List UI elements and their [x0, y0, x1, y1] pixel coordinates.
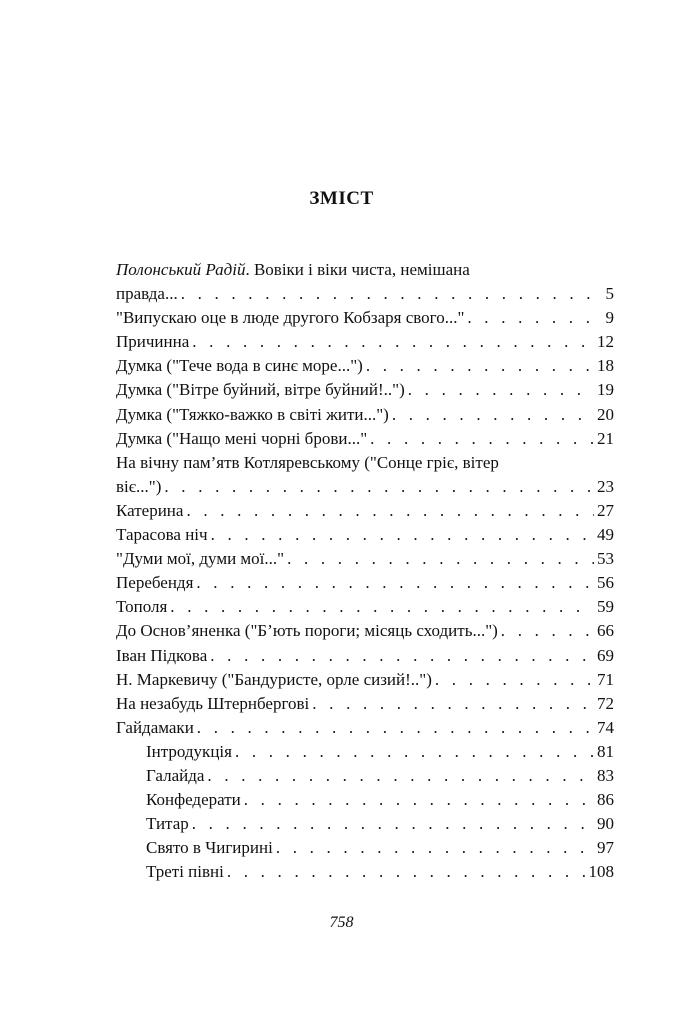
toc-row	[116, 475, 614, 499]
toc-page-number: 12	[597, 332, 614, 352]
toc-entry-title: Іван Підкова	[116, 645, 208, 665]
toc-entry-title: Думка ("Нащо мені чорні брови..."	[116, 428, 368, 448]
toc-entry	[116, 451, 614, 499]
toc-entry-title: До Основ’яненка ("Б’ють пороги; місяць сходить...")	[116, 621, 498, 641]
toc-page-number: 74	[597, 717, 614, 737]
toc-entry	[116, 668, 614, 692]
toc-page-number: 19	[597, 380, 614, 400]
dot-leader	[170, 595, 594, 619]
toc-page-number: 20	[597, 404, 614, 424]
toc-entry-title: Катерина	[116, 500, 184, 520]
toc-entry-title: "Думи мої, думи мої..."	[116, 549, 285, 569]
toc-entry	[116, 692, 614, 716]
toc-page-number: 66	[597, 621, 614, 641]
toc-entry	[116, 595, 614, 619]
toc-row	[116, 523, 614, 547]
toc-page-number: 59	[597, 597, 614, 617]
toc-row	[116, 354, 614, 378]
toc-row	[116, 547, 614, 571]
dot-leader	[197, 716, 594, 740]
dot-leader	[207, 764, 594, 788]
toc-page-number: 9	[605, 308, 614, 328]
dot-leader	[244, 788, 594, 812]
toc-page-number: 21	[597, 428, 614, 448]
toc-row	[116, 571, 614, 595]
toc-row	[116, 692, 614, 716]
dot-leader	[370, 427, 594, 451]
toc-entry	[116, 258, 614, 306]
toc-entry	[116, 860, 614, 884]
toc-row	[116, 306, 614, 330]
toc-entry-title: Думка ("Тече вода в синє море...")	[116, 356, 363, 376]
dot-leader	[276, 836, 594, 860]
toc-entry	[116, 403, 614, 427]
toc-entry-title: Гайдамаки	[116, 717, 194, 737]
toc-page-number: 18	[597, 356, 614, 376]
toc-row	[116, 595, 614, 619]
table-of-contents	[116, 258, 614, 884]
toc-entry-title: Н. Маркевичу ("Бандуристе, орле сизий!..")	[116, 669, 432, 689]
dot-leader	[366, 354, 594, 378]
dot-leader	[211, 523, 594, 547]
toc-page-number: 71	[597, 669, 614, 689]
toc-page-number: 86	[597, 790, 614, 810]
dot-leader	[192, 812, 594, 836]
toc-page-number: 90	[597, 814, 614, 834]
toc-entry	[116, 571, 614, 595]
toc-entry-title: Треті півні	[146, 862, 224, 882]
toc-entry	[116, 306, 614, 330]
page-title: ЗМІСТ	[309, 188, 374, 209]
toc-row	[116, 812, 614, 836]
page-number: 758	[329, 914, 354, 931]
toc-row	[116, 330, 614, 354]
dot-leader	[186, 499, 594, 523]
dot-leader	[210, 644, 594, 668]
toc-page-number: 49	[597, 525, 614, 545]
toc-entry	[116, 764, 614, 788]
toc-entry-title-line	[116, 451, 614, 475]
toc-page-number: 108	[588, 862, 614, 882]
toc-row	[116, 764, 614, 788]
toc-page-number: 23	[597, 476, 614, 496]
toc-entry	[116, 740, 614, 764]
dot-leader	[467, 306, 602, 330]
dot-leader	[435, 668, 594, 692]
toc-entry-title: Титар	[146, 814, 189, 834]
toc-row	[116, 836, 614, 860]
dot-leader	[164, 475, 594, 499]
toc-page-number: 83	[597, 765, 614, 785]
dot-leader	[287, 547, 594, 571]
toc-row	[116, 378, 614, 402]
toc-row	[116, 788, 614, 812]
toc-entry	[116, 547, 614, 571]
toc-entry	[116, 499, 614, 523]
toc-entry-title: Конфедерати	[146, 790, 241, 810]
toc-entry-title: віє...")	[116, 476, 162, 496]
toc-row	[116, 644, 614, 668]
toc-entry-title: Інтродукція	[146, 741, 232, 761]
toc-entry-title: Галайда	[146, 765, 205, 785]
toc-entry-author: Полонський Радій	[116, 260, 246, 279]
toc-row	[116, 716, 614, 740]
toc-row	[116, 499, 614, 523]
toc-row	[116, 427, 614, 451]
toc-row	[116, 282, 614, 306]
dot-leader	[181, 282, 603, 306]
toc-page-number: 81	[597, 741, 614, 761]
toc-entry	[116, 354, 614, 378]
toc-entry-title-text: . Вовіки і віки чиста, немішана	[245, 260, 470, 279]
toc-entry-title: Перебендя	[116, 573, 194, 593]
toc-row	[116, 619, 614, 643]
toc-entry	[116, 619, 614, 643]
toc-row	[116, 668, 614, 692]
toc-entry-title: Думка ("Вітре буйний, вітре буйний!..")	[116, 380, 405, 400]
toc-entry	[116, 330, 614, 354]
dot-leader	[408, 378, 594, 402]
toc-entry	[116, 836, 614, 860]
toc-entry-title: Думка ("Тяжко-важко в світі жити...")	[116, 404, 389, 424]
toc-row	[116, 403, 614, 427]
dot-leader	[392, 403, 594, 427]
toc-entry-title: "Випускаю оце в люде другого Кобзаря свого..."	[116, 308, 465, 328]
toc-page-number: 97	[597, 838, 614, 858]
toc-entry	[116, 378, 614, 402]
toc-entry	[116, 644, 614, 668]
toc-entry-title: Тополя	[116, 597, 168, 617]
dot-leader	[501, 619, 594, 643]
toc-entry-title: Свято в Чигирині	[146, 838, 273, 858]
dot-leader	[192, 330, 594, 354]
toc-page-number: 27	[597, 500, 614, 520]
dot-leader	[227, 860, 586, 884]
toc-entry-title: правда...	[116, 284, 178, 304]
toc-row	[116, 860, 614, 884]
dot-leader	[235, 740, 594, 764]
toc-row	[116, 740, 614, 764]
toc-entry	[116, 812, 614, 836]
toc-page-number: 53	[597, 549, 614, 569]
toc-entry-title: На незабудь Штернбергові	[116, 693, 310, 713]
toc-page-number: 5	[605, 284, 614, 304]
dot-leader	[196, 571, 594, 595]
toc-page-number: 72	[597, 693, 614, 713]
toc-entry	[116, 788, 614, 812]
toc-page-number: 69	[597, 645, 614, 665]
toc-entry-title-text: На вічну пам’ятв Котляревському ("Сонце гріє, вітер	[116, 452, 499, 472]
toc-entry-title: Тарасова ніч	[116, 525, 208, 545]
toc-entry-title: Причинна	[116, 332, 190, 352]
toc-entry	[116, 716, 614, 740]
toc-entry-title-line	[116, 258, 614, 282]
toc-page-number: 56	[597, 573, 614, 593]
toc-entry	[116, 523, 614, 547]
dot-leader	[312, 692, 594, 716]
toc-entry	[116, 427, 614, 451]
